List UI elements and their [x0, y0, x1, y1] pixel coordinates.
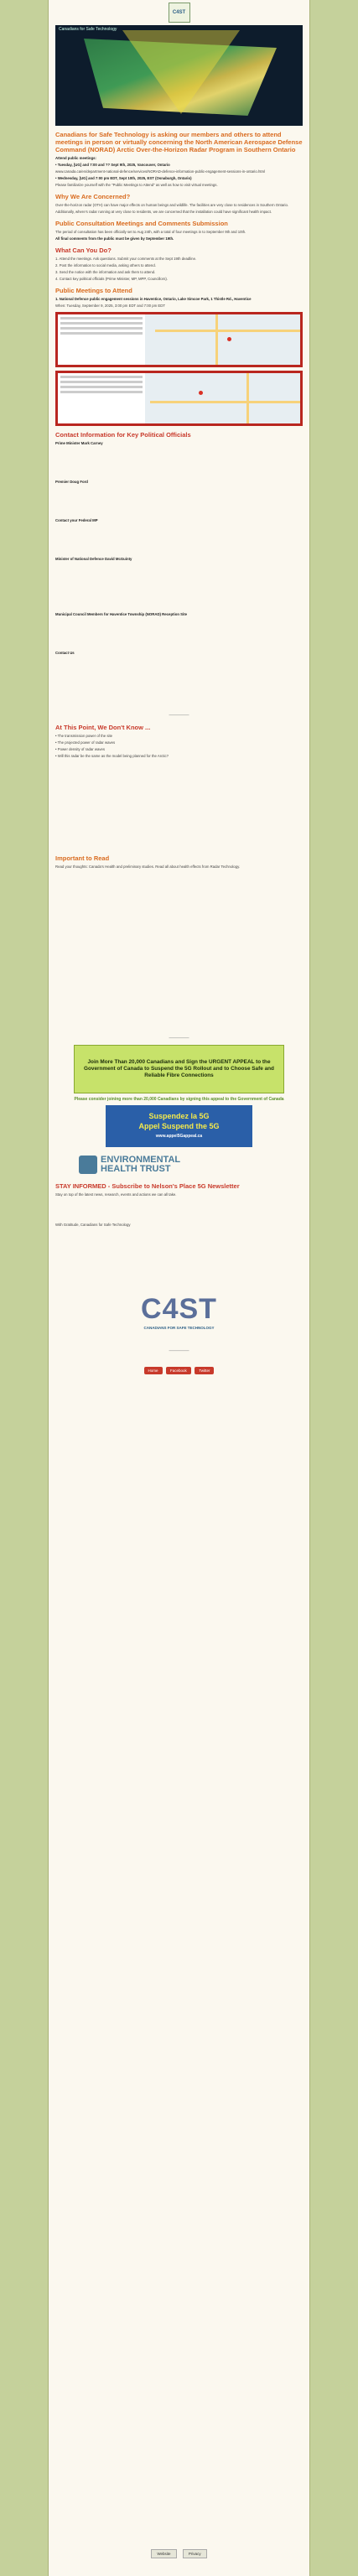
para: Prime Minister Mark Carney: [55, 441, 103, 445]
hero-caption: Canadians for Safe Technology: [59, 27, 117, 32]
section-why: [55, 193, 303, 215]
c4st-logo-icon[interactable]: C4ST: [169, 3, 190, 23]
para: 3. Send the notice with the information and ask them to attend.: [55, 270, 156, 274]
section-heading: Contact Information for Key Political Officials: [55, 431, 191, 439]
para: Premier Doug Ford: [55, 480, 88, 484]
section-heading: Public Consultation Meetings and Comments Submission: [55, 220, 228, 227]
email-container: [48, 0, 310, 2576]
ad-line2: Appel Suspend the 5G: [138, 1122, 220, 1130]
map-info-panel: [58, 314, 145, 365]
para: • Wednesday, [UG] and 7:00 pm EDT, Sept 10th, 2025, EST (Osnaburgh, Ontario): [55, 176, 192, 180]
section-important: [55, 854, 303, 1031]
hero-image: [55, 25, 303, 126]
para: Stay on top of the latest news, research, events and actions we can all take.: [55, 1192, 177, 1197]
para: • Tuesday, [UG] and 7:00 and ?? Sept 9th, 2025, Vancouver, Ontario: [55, 163, 170, 167]
section-heading: Canadians for Safe Technology is asking our members and others to attend meetings in person or virtually concerning the North American Aerospace Defense Command (NORAD) Arctic Over-the-Horizon Radar Program in Southern Ontario: [55, 131, 303, 153]
map-pin-icon[interactable]: [227, 337, 231, 341]
section-heading: Why We Are Concerned?: [55, 193, 131, 200]
para: 4. Contact key political officials (Prime Minister, MP, MPP, Councillors).: [55, 277, 168, 281]
divider: ———: [169, 1034, 189, 1041]
para: 2. Post the information to social media, asking others to attend.: [55, 263, 156, 267]
ad-url: www.appel5Gappeal.ca: [155, 1134, 203, 1139]
section-unknowns: [55, 724, 303, 849]
meeting-map-1[interactable]: [55, 312, 303, 367]
section-heading: At This Point, We Don't Know ...: [55, 724, 151, 731]
para: • The projected power of radar waves: [55, 740, 116, 745]
section-heading: What Can You Do?: [55, 247, 112, 254]
section-intro: [55, 131, 303, 188]
footer-facebook-button[interactable]: Facebook: [166, 1367, 191, 1374]
para: Municipal Council Members for Haventice Township (NORAD) Reception Site: [55, 612, 188, 616]
meeting-map-2[interactable]: [55, 371, 303, 426]
section-what-can-you-do: [55, 247, 303, 282]
section-heading: Public Meetings to Attend: [55, 287, 132, 294]
footer-twitter-button[interactable]: Twitter: [195, 1367, 214, 1374]
section-contacts: [55, 431, 303, 708]
header-logo[interactable]: [55, 2, 303, 23]
para: Minister of National Defence David McGuinty: [55, 557, 132, 561]
ad-line1: Suspendez la 5G: [148, 1112, 210, 1120]
para: The period of consultation has been officially set to Aug 24th, with a total of four meetings in to September 9th and 10th.: [55, 230, 246, 234]
map-pin-icon[interactable]: [199, 391, 203, 395]
appeal-link[interactable]: Please consider joining more than 20,000 Canadians by signing this appeal to the Government of Canada: [74, 1097, 284, 1102]
section-consultation: [55, 220, 303, 242]
para: Contact your Federal MP: [55, 518, 98, 522]
section-heading: Important to Read: [55, 854, 110, 862]
c4st-tagline: CANADIANS FOR SAFE TECHNOLOGY: [143, 1326, 215, 1330]
para: • The transmission power of the site: [55, 734, 113, 738]
privacy-link[interactable]: Privacy: [183, 2549, 207, 2558]
para: Attend public meetings:: [55, 156, 96, 160]
para: Contact Us: [55, 651, 75, 655]
map-info-panel: [58, 373, 145, 423]
para: Over-the-horizon radar (OTH) can have major effects on human beings and wildlife. The facilities are very close to residences in Southern Ontario.: [55, 203, 289, 207]
external-links: [0, 2549, 358, 2558]
para: Additionally, where's radar running at very close to residents, we are concerned that the installation could have significant health impact.: [55, 210, 272, 214]
link[interactable]: www.canada.ca/en/department-national-defence/services/NORAD-defence-information-public-engagement-sessions-in-ontario.html: [55, 169, 266, 174]
para: Read your thoughts: Canada's Health and preliminary studies. Read all about health effects from Radar Technology.: [55, 865, 241, 869]
para: • Power density of radar waves: [55, 747, 106, 751]
footer-bar: [55, 1361, 303, 1376]
para: 1. Attend the meetings. Ask questions. Submit your comments at the Sept 19th deadline.: [55, 257, 197, 261]
divider: ———: [169, 1347, 189, 1354]
section-stay-informed: [55, 1182, 303, 1275]
divider: ———: [169, 711, 189, 719]
website-link[interactable]: Website: [151, 2549, 176, 2558]
para: When: Tuesday, September 9, 2025, 3:00 pm EDT and 7:00 pm EDT: [55, 304, 165, 308]
eht-icon: [79, 1156, 97, 1174]
appeal-ad-image[interactable]: [106, 1105, 252, 1147]
sign-off: With Gratitude, Canadians for Safe Technology: [55, 1223, 131, 1227]
eht-logo[interactable]: [79, 1152, 279, 1177]
c4st-logo-text: C4ST: [141, 1293, 217, 1325]
section-heading: STAY INFORMED - Subscribe to Nelson's Place 5G Newsletter: [55, 1182, 240, 1190]
eht-line1: ENVIRONMENTAL: [101, 1155, 181, 1165]
c4st-big-logo[interactable]: [106, 1280, 252, 1343]
para: • Will this radar be the same as the model being planned for the Arctic?: [55, 754, 169, 758]
radar-beam: [122, 30, 240, 114]
para: 1. National Defence public engagement sessions in Haventice, Ontario, Lake Simcoe Park, 1 Thistle Rd., Haventice: [55, 297, 252, 301]
para: Please familiarize yourself with the "Public Meetings to Attend" as well as how to visit virtual meetings.: [55, 183, 218, 187]
para: All final comments from the public must be given by September 19th.: [55, 236, 174, 241]
section-meetings: [55, 287, 303, 426]
urgent-appeal-banner[interactable]: Join More Than 20,000 Canadians and Sign the URGENT APPEAL to the Government of Canada to Suspend the 5G Rollout and to Choose Safe and Reliable Fibre Connections: [74, 1045, 284, 1093]
eht-line2: HEALTH TRUST: [101, 1164, 171, 1174]
footer-home-button[interactable]: Home: [144, 1367, 163, 1374]
